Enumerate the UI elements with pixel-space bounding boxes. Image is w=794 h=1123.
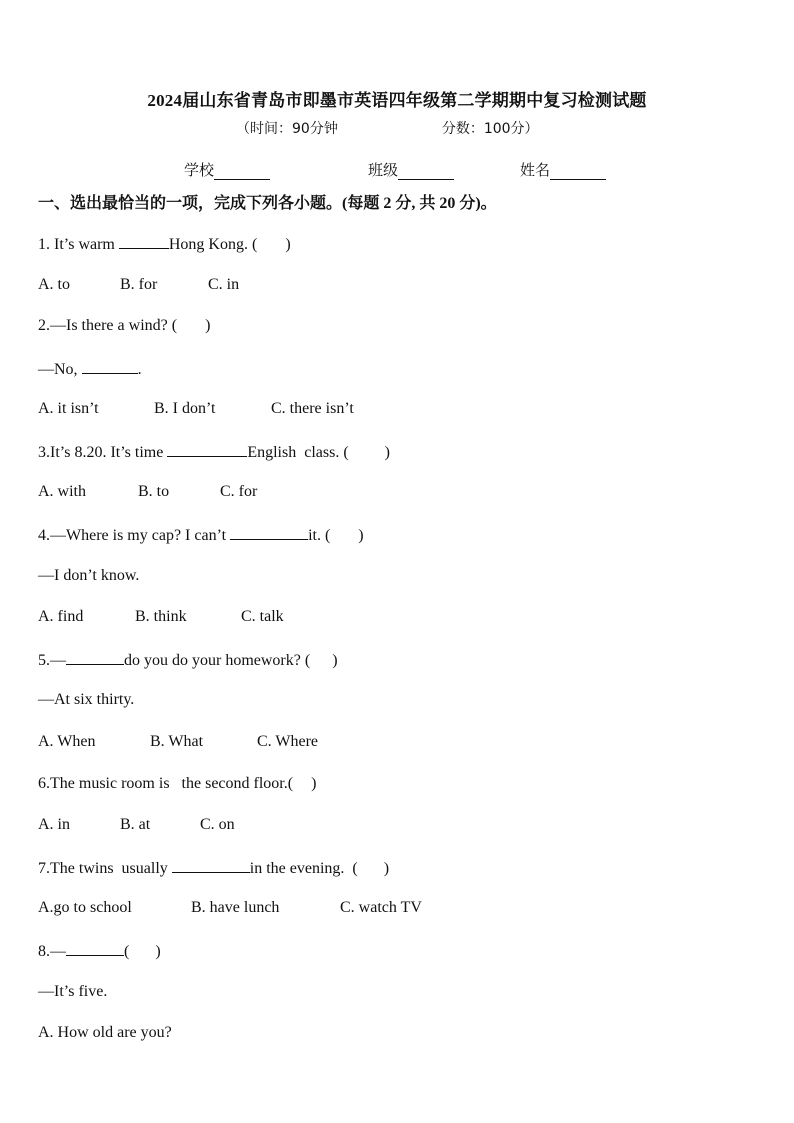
exam-time: （时间：90分钟 [236, 121, 338, 137]
answer-blank [119, 233, 169, 249]
name-blank [550, 163, 606, 180]
option: C. on [200, 816, 235, 833]
question-3-options [38, 482, 257, 502]
exam-subtitle [236, 118, 539, 138]
option: B. at [120, 816, 151, 833]
answer-blank [66, 649, 124, 665]
answer-blank [66, 940, 124, 956]
option: A. When [38, 733, 96, 750]
question-5-reply: —At six thirty. [38, 691, 135, 708]
question-3-stem: 3.It’s 8.20. It’s time English class. ( ) [38, 441, 390, 463]
question-1-options [38, 275, 239, 295]
answer-blank [230, 524, 308, 540]
option: A. in [38, 816, 70, 833]
question-8-reply: —It’s five. [38, 983, 108, 1000]
exam-score: 分数：100分） [441, 121, 539, 137]
option: B. to [138, 483, 170, 500]
question-6-stem: 6.The music room is the second floor.( ) [38, 775, 317, 792]
option: A. with [38, 483, 86, 500]
option: C. there isn’t [271, 400, 354, 417]
name-field [520, 159, 606, 180]
name-label: 姓名 [520, 161, 551, 179]
answer-blank [82, 358, 138, 374]
question-7-stem: 7.The twins usually in the evening. ( ) [38, 857, 389, 879]
class-blank [398, 163, 454, 180]
question-5-stem: 5.— do you do your homework? ( ) [38, 649, 338, 671]
school-label: 学校 [184, 161, 215, 179]
option: C. Where [257, 733, 319, 750]
question-4-reply: —I don’t know. [38, 567, 140, 584]
option: C. watch TV [340, 899, 422, 916]
school-blank [214, 163, 270, 180]
question-2-reply: —No, . [38, 358, 142, 380]
class-label: 班级 [368, 161, 399, 179]
answer-blank [167, 441, 247, 457]
question-7-options [38, 898, 422, 918]
question-1-stem: 1. It’s warm Hong Kong. ( ) [38, 233, 291, 255]
section-1-heading: 一、选出最恰当的一项，完成下列各小题。(每题 2 分, 共 20 分)。 [38, 195, 497, 212]
question-6-options [38, 815, 235, 835]
option: B. have lunch [191, 899, 280, 916]
class-field [368, 159, 454, 180]
question-2-options [38, 399, 354, 419]
option: A. find [38, 608, 84, 625]
option: A.go to school [38, 899, 132, 916]
exam-title: 2024届山东省青岛市即墨市英语四年级第二学期期中复习检测试题 [147, 91, 647, 110]
option: A. How old are you? [38, 1024, 172, 1041]
question-4-stem: 4.—Where is my cap? I can’t it. ( ) [38, 524, 364, 546]
option: B. for [120, 276, 158, 293]
option: B. What [150, 733, 204, 750]
question-4-options [38, 607, 284, 627]
school-field [184, 159, 270, 180]
question-5-options [38, 732, 318, 752]
question-8-options [38, 1023, 172, 1043]
option: C. in [208, 276, 240, 293]
question-8-stem: 8.— ( ) [38, 940, 161, 962]
option: A. to [38, 276, 70, 293]
option: C. for [220, 483, 258, 500]
option: A. it isn’t [38, 400, 99, 417]
question-2-stem: 2.—Is there a wind? ( ) [38, 317, 211, 334]
option: B. think [135, 608, 187, 625]
option: C. talk [241, 608, 284, 625]
option: B. I don’t [154, 400, 216, 417]
answer-blank [172, 857, 250, 873]
